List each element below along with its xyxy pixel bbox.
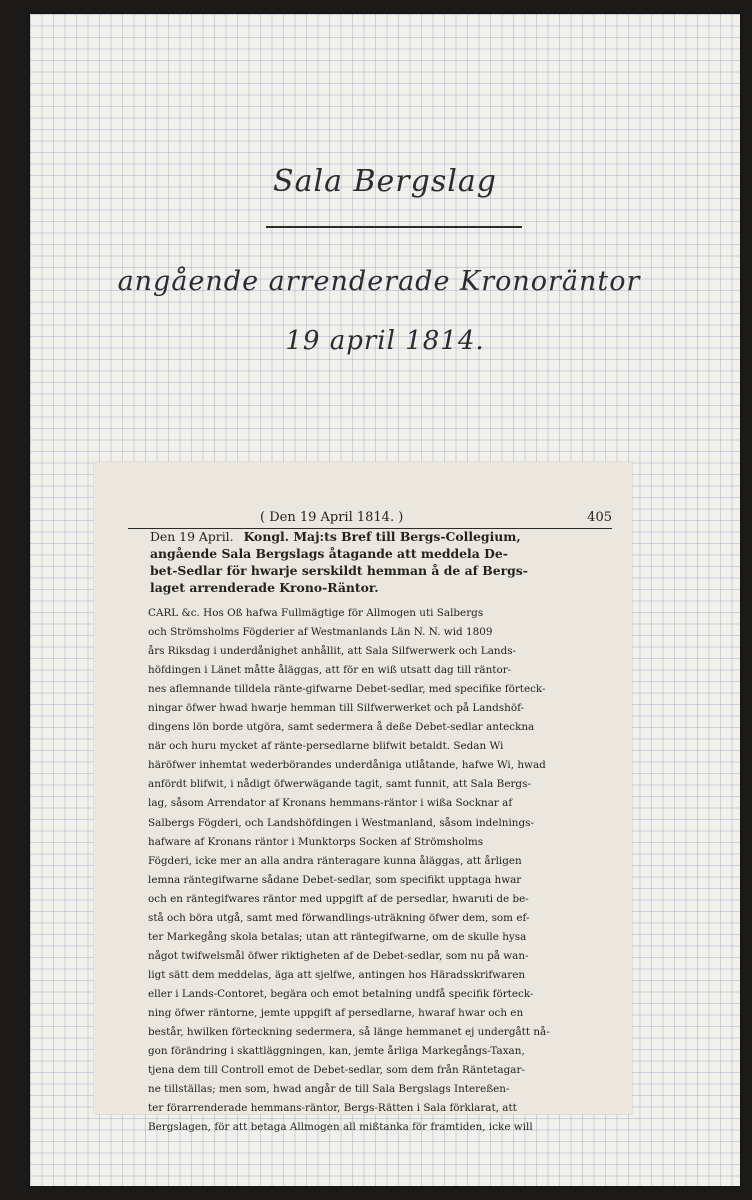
heading-line: angående Sala Bergslags åtagande att meddela De- <box>150 546 508 561</box>
body-line: anfördt blifwit, i nådigt öfwerwägande tagit, samt funnit, att Sala Bergs- <box>148 778 531 791</box>
page-number: 405 <box>587 510 612 525</box>
running-head: ( Den 19 April 1814. ) <box>260 510 404 525</box>
decree-body-text <box>148 604 610 1137</box>
body-line: när och huru mycket af ränte-persedlarne blifwit betaldt. Sedan Wi <box>148 740 504 753</box>
body-line: höfdingen i Länet måtte åläggas, att för en wiß utsatt dag till räntor- <box>148 664 512 677</box>
body-line: Bergslagen, för att betaga Allmogen all mißtanka för framtiden, icke will <box>148 1121 533 1134</box>
body-line: ligt sätt dem meddelas, äga att sjelfwe, antingen hos Häradsskrifwaren <box>148 968 526 981</box>
body-line: och Strömsholms Fögderier af Westmanlands Län N. N. wid 1809 <box>148 626 493 639</box>
decree-heading <box>150 528 610 596</box>
running-header <box>128 506 612 526</box>
body-line: lemna räntegifwarne sådane Debet-sedlar, som specifikt upptaga hwar <box>148 873 522 886</box>
body-line: nes aflemnande tilldela ränte-gifwarne Debet-sedlar, med specifike förteck- <box>148 683 546 696</box>
body-line: något twifwelsmål öfwer riktigheten af de Debet-sedlar, som nu på wan- <box>148 949 529 962</box>
body-line: tjena dem till Controll emot de Debet-sedlar, som dem från Räntetagar- <box>148 1064 525 1077</box>
handwritten-title: Sala Bergslag <box>273 164 497 199</box>
body-line: Salbergs Fögderi, och Landshöfdingen i Westmanland, såsom indelnings- <box>148 816 534 829</box>
body-line: ning öfwer räntorne, jemte uppgift af persedlarne, hwaraf hwar och en <box>148 1006 524 1019</box>
body-line: Fögderi, icke mer an alla andra ränteragare kunna åläggas, att årligen <box>148 854 522 867</box>
heading-line: bet-Sedlar för hwarje serskildt hemman å de af Bergs- <box>150 563 528 578</box>
body-line: och en räntegifwares räntor med uppgift af de persedlar, hwaruti de be- <box>148 892 529 905</box>
heading-line: Den 19 April. Kongl. Maj:ts Bref till Bergs-Collegium, <box>150 529 521 544</box>
body-line: ningar öfwer hwad hwarje hemman till Silfwerwerket och på Landshöf- <box>148 702 525 715</box>
body-line: CARL &c. Hos Oß hafwa Fullmägtige för Allmogen uti Salbergs <box>148 607 484 619</box>
body-line: häröfwer inhemtat wederbörandes underdåniga utlåtande, hafwe Wi, hwad <box>148 759 546 772</box>
body-line: hafware af Kronans räntor i Munktorps Socken af Strömsholms <box>148 835 484 848</box>
handwritten-subtitle: angående arrenderade Kronoräntor <box>117 266 641 297</box>
body-line: består, hwilken förteckning sedermera, så länge hemmanet ej undergått nå- <box>148 1026 550 1039</box>
title-underline <box>266 226 522 228</box>
body-line: eller i Lands-Contoret, begära och emot betalning undfå specifik förteck- <box>148 987 534 1000</box>
heading-line: laget arrenderade Krono-Räntor. <box>150 580 379 595</box>
body-line: gon förändring i skattläggningen, kan, jemte årliga Markegångs-Taxan, <box>148 1045 525 1058</box>
body-line: ter förarrenderade hemmans-räntor, Bergs-Rätten i Sala förklarat, att <box>148 1102 517 1115</box>
body-line: ne tillställas; men som, hwad angår de till Sala Bergslags Intereßen- <box>148 1083 510 1096</box>
body-line: dingens lön borde utgöra, samt sedermera å deße Debet-sedlar anteckna <box>148 721 535 734</box>
handwritten-date: 19 april 1814. <box>285 326 485 356</box>
printed-page-clipping <box>94 462 632 1134</box>
heading-date: Den 19 April. <box>150 529 234 544</box>
body-line: stå och böra utgå, samt med förwandlings-uträkning öfwer dem, som ef- <box>148 911 530 924</box>
body-line: lag, såsom Arrendator af Kronans hemmans-räntor i wißa Socknar af <box>148 797 513 810</box>
body-line: års Riksdag i underdånighet anhållit, att Sala Silfwerwerk och Lands- <box>148 645 517 658</box>
body-line: ter Markegång skola betalas; utan att räntegifwarne, om de skulle hysa <box>148 930 527 943</box>
